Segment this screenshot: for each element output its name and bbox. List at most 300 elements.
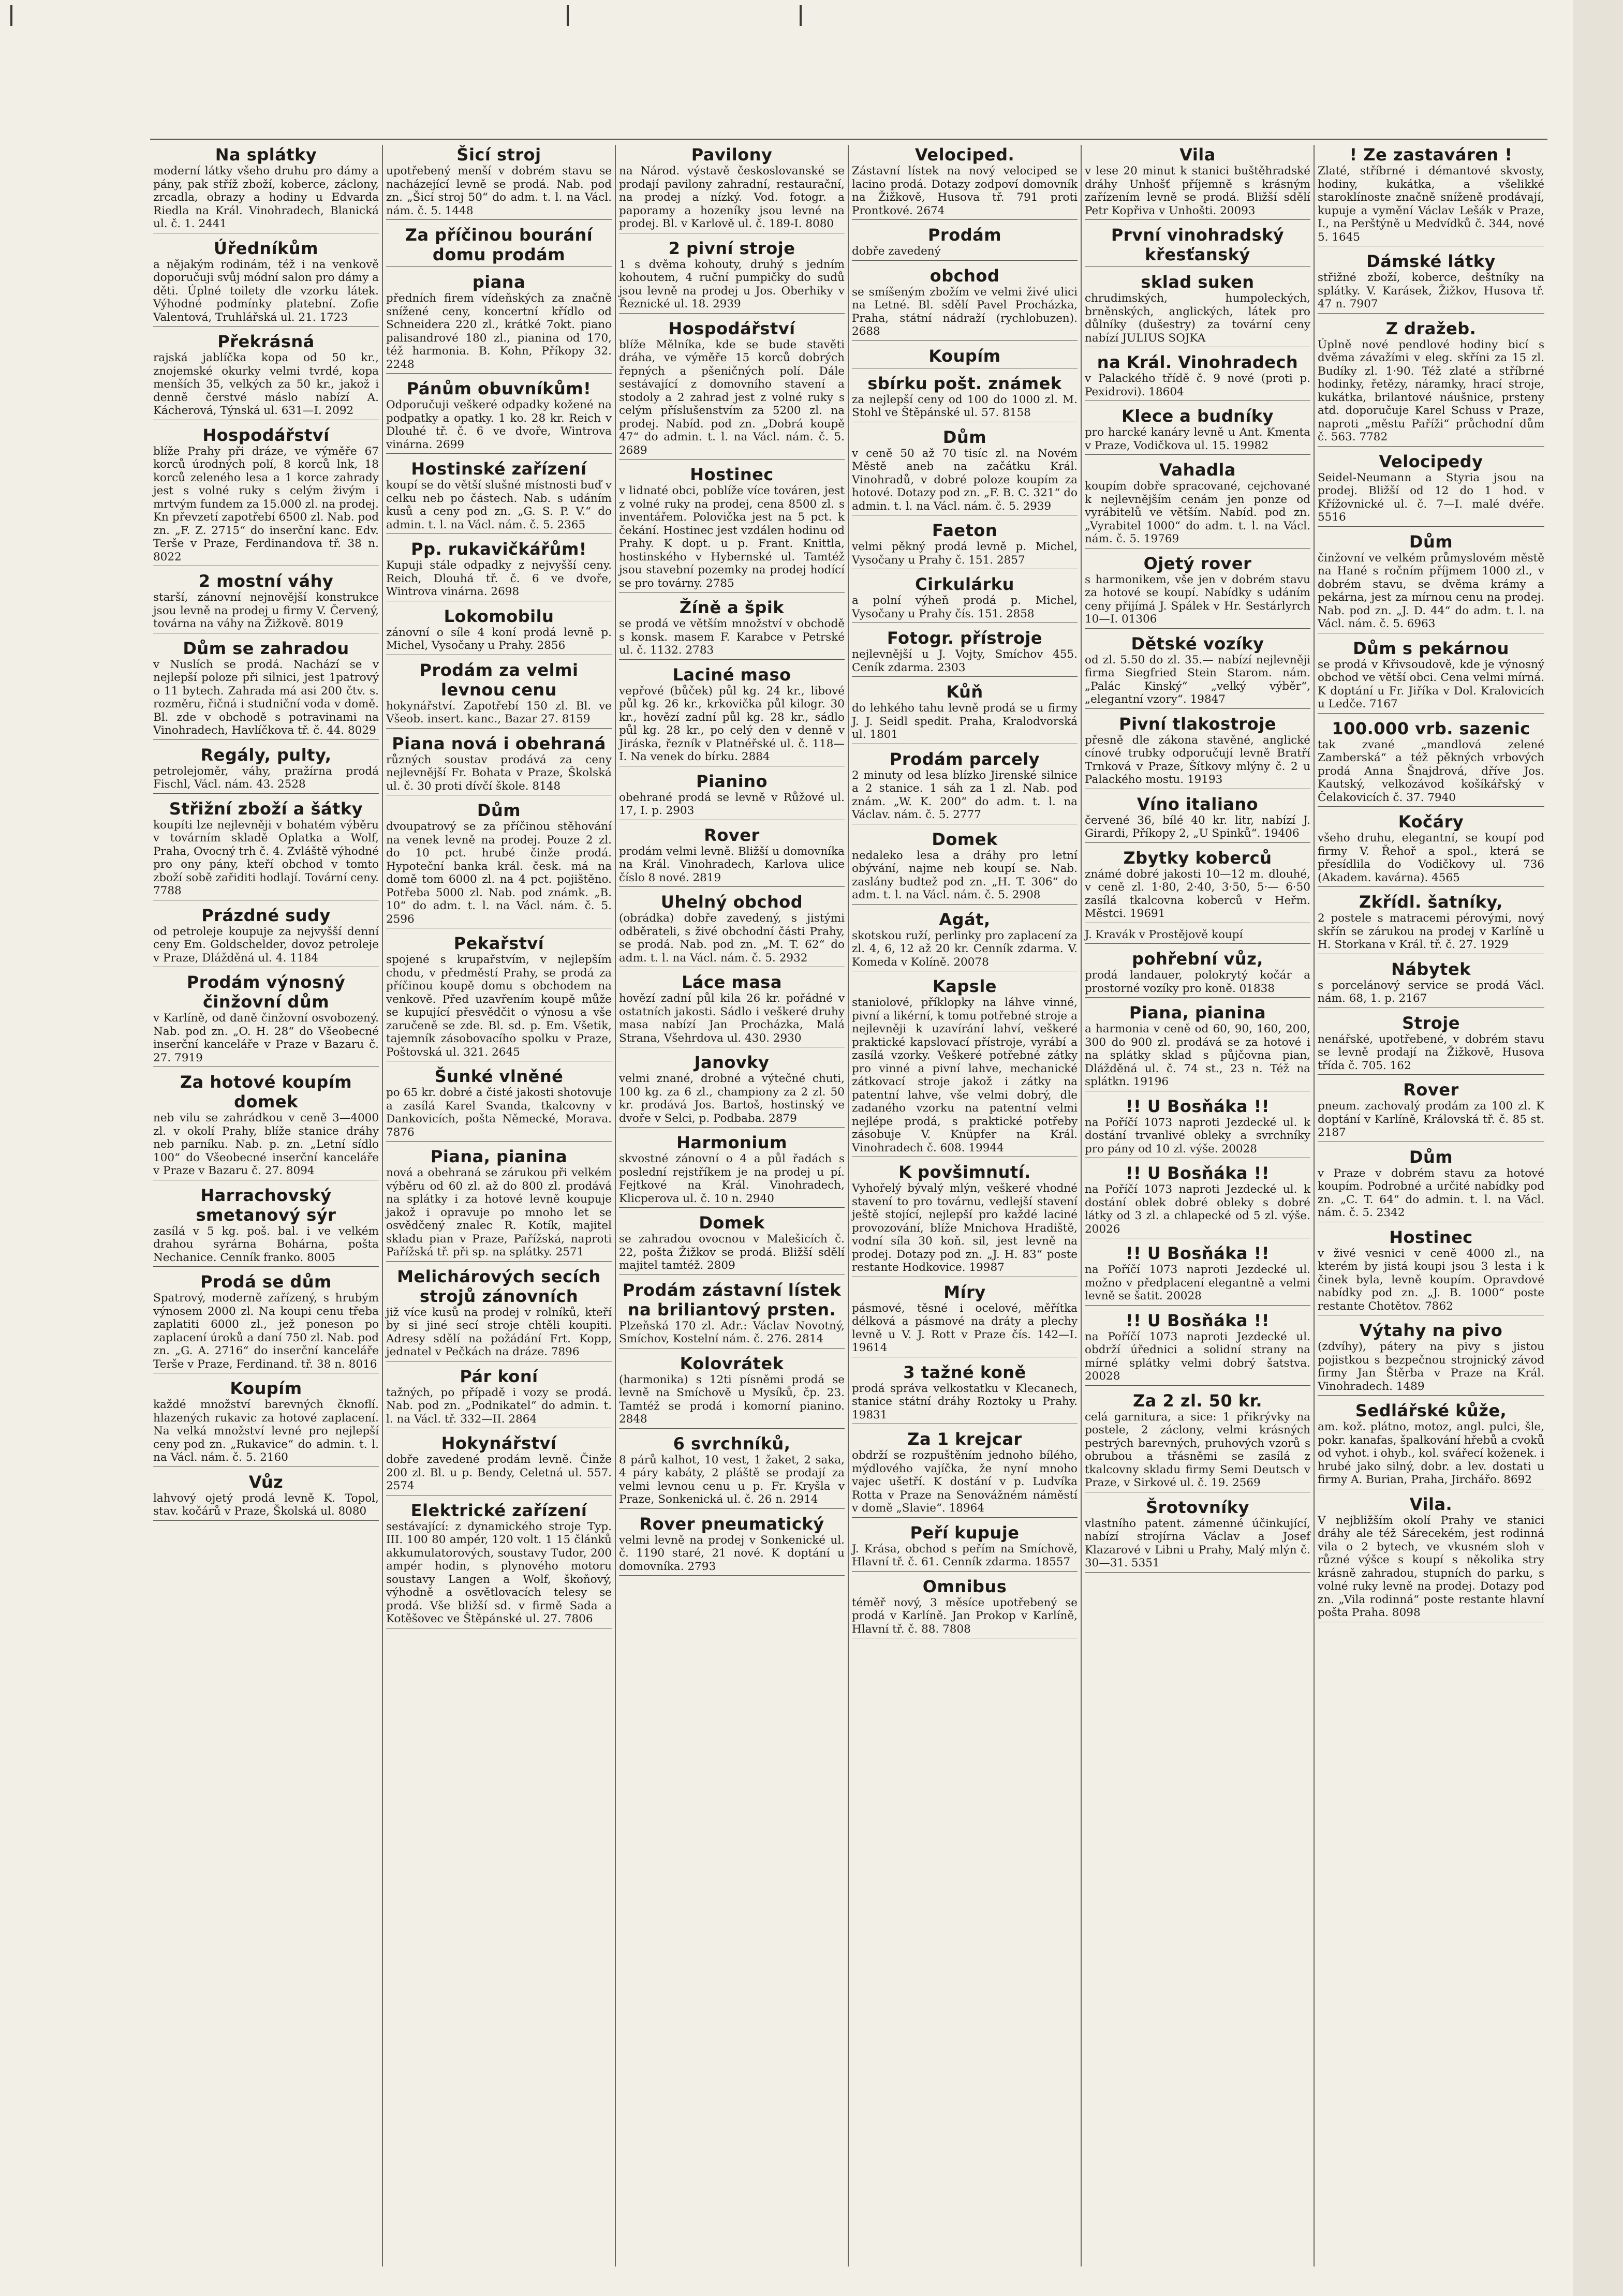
ad-headline: K povšimnutí. xyxy=(898,1162,1031,1182)
classified-ad xyxy=(1085,145,1310,220)
ad-text: nejlevnější u J. Vojty, Smíchov 455. Ceník zdarma. 2303 xyxy=(852,648,1078,674)
ad-column xyxy=(849,145,1082,2267)
ad-headline: Prázdné sudy xyxy=(201,905,331,925)
ad-divider xyxy=(619,1127,845,1128)
ad-text: J. Kravák v Prostějově koupí xyxy=(1085,928,1243,941)
ad-headline: Fotogr. přístroje xyxy=(887,628,1043,648)
ad-text: zasílá v 5 kg. poš. bal. i ve velkém drahou syrárna Bohárna, pošta Nechanice. Cenník franko. 8005 xyxy=(153,1224,379,1264)
ad-headline: Pp. rukavičkářům! xyxy=(411,539,587,559)
ad-headline: Harmonium xyxy=(676,1133,787,1152)
ad-headline: Na splátky xyxy=(215,145,317,165)
ad-text: pneum. zachovalý prodám za 100 zl. K doptání v Karlíně, Královská tř. č. 85 st. 2187 xyxy=(1318,1100,1544,1139)
ad-divider xyxy=(1085,1305,1310,1306)
classified-ad xyxy=(852,749,1078,824)
ad-text: skotskou ruží, perlinky pro zaplacení za zl. 4, 6, 12 až 20 kr. Cenník zdarma. V. Komeda v Kolíně. 20078 xyxy=(852,929,1078,969)
classified-ad xyxy=(153,972,379,1067)
ad-headline: Laciné maso xyxy=(672,664,791,685)
ad-text: staniolové, příklopky na láhve vinné, pivní a likérní, k tomu potřebné stroje a nejlevněji k uzavírání lahví, veškeré praktické kapslovací přístroje, vyrábí a zasílá vzorky. Veškeré potřebné zátky pro vinné a pivní lahve, mechanické zátkovací stroje jakož i zátky na patentní lahve, vše velmi dobrý, dle zadaného vzorku na patentní velmi nejlépe prodá, s praktické potřeby zásobuje V. Knüpfer na Král. Vinohradech č. 608. 19944 xyxy=(852,996,1078,1154)
ad-text: Úplně nové pendlové hodiny bicí s dvěma závažími v eleg. skříni za 15 zl. Budíky zl. 1·90. Též zlaté a stříbrné hodinky, řetězy, náramky, hrací stroje, kukátka, brilantové náušnice, prsteny atd. doporučuje Karel Schuss v Praze, naproti „městu Paříži“ průchodní dům č. 563. 7782 xyxy=(1318,338,1544,443)
classified-ad xyxy=(386,660,612,729)
ad-headline: Dámské látky xyxy=(1366,251,1496,271)
classified-ad xyxy=(1085,460,1310,549)
ad-headline: Janovky xyxy=(694,1053,770,1072)
ad-text: petrolejoměr, váhy, pražírna prodá Fischl, Václ. nám. 43. 2528 xyxy=(153,764,379,791)
ad-text: dobře zavedené prodám levně. Činže 200 zl. Bl. u p. Bendy, Celetná ul. 557. 2574 xyxy=(386,1453,612,1492)
ad-headline: Kapsle xyxy=(932,976,997,996)
classified-ad xyxy=(619,239,845,314)
classified-ad xyxy=(852,1362,1078,1425)
classified-ad xyxy=(852,346,1078,368)
ad-headline: Vůz xyxy=(248,1472,284,1492)
classified-ad xyxy=(852,1429,1078,1518)
ad-headline: Prodám parcely xyxy=(890,749,1040,769)
classified-ad xyxy=(153,332,379,420)
ad-text: 2 postele s matracemi pérovými, nový skřín se zárukou na prodej v Karlíně u H. Storkana v Král. tř. č. 27. 1929 xyxy=(1318,912,1544,951)
ad-text: Zlaté, stříbrné i démantové skvosty, hodiny, kukátka, a všelikké staroklínoste značně sníženě prodávají, kupuje a vymění Václav Lešák v Praze, I., na Perštýně u Medvídků č. 344, nové 5. 1645 xyxy=(1318,165,1544,244)
ad-headline: Dům xyxy=(477,801,521,820)
ad-headline: Za 2 zl. 50 kr. xyxy=(1132,1390,1263,1411)
classified-ad xyxy=(619,772,845,820)
ad-column xyxy=(616,145,849,2267)
classified-ad xyxy=(1318,1321,1544,1396)
ad-headline: 6 svrchníků, xyxy=(673,1433,791,1454)
ad-divider xyxy=(619,459,845,460)
classified-ad xyxy=(619,1354,845,1429)
ad-headline: piana xyxy=(472,272,526,292)
ad-text: Vyhořelý bývalý mlýn, veškeré vhodné stavení to pro továrnu, vedlejší stavení ještě stojící, nejlepší pro každé laciné provozování, blíže Mnichova Hradiště, vodní síla 30 koň. sil, jest levně na prodej. Dotazy pod zn. „J. H. 83“ poste restante Hodkovice. 19987 xyxy=(852,1182,1078,1274)
classified-ad xyxy=(153,571,379,633)
ad-divider xyxy=(1085,842,1310,843)
ad-headline: Pavilony xyxy=(691,145,773,165)
classified-ad xyxy=(386,1267,612,1361)
classified-ad xyxy=(852,145,1078,220)
classified-ad xyxy=(1085,1097,1310,1159)
classified-ad xyxy=(1085,634,1310,709)
ad-headline: Velociped. xyxy=(914,145,1015,165)
ad-divider xyxy=(1318,1395,1544,1396)
ad-divider xyxy=(1085,1385,1310,1386)
ad-divider xyxy=(852,676,1078,677)
ad-headline: 2 mostní váhy xyxy=(198,571,334,591)
classified-ad xyxy=(386,539,612,601)
ad-headline: Šunké vlněné xyxy=(434,1066,564,1086)
ad-headline: Omnibus xyxy=(922,1576,1007,1596)
classified-ad xyxy=(386,225,612,267)
ad-column xyxy=(383,145,616,2267)
classified-ad xyxy=(1085,406,1310,455)
ad-headline: Za hotové koupím domek xyxy=(180,1072,352,1112)
ad-text: od zl. 5.50 do zl. 35.— nabízí nejlevněji firma Siegfried Stein Starom. nám. „Palác Kinský“ „velký výběr“, „elegantní vzory“. 19847 xyxy=(1085,653,1310,706)
classified-ad xyxy=(386,1367,612,1429)
ad-divider xyxy=(619,886,845,887)
ad-text: Odporučuji veškeré odpadky kožené na podpatky a opatky. 1 ko. 28 kr. Reich v Dlouhé tř. č. 6 ve dvoře, Wintrova vinárna. 2699 xyxy=(386,398,612,451)
ad-text: se smíšeným zbožím ve velmi živé ulici na Letné. Bl. sdělí Pavel Procházka, Praha, státní nádraží (rychlobuzen). 2688 xyxy=(852,285,1078,338)
ad-headline: Hospodářství xyxy=(668,318,795,338)
ad-text: blíže Mělníka, kde se bude stavěti dráha, ve výměře 15 korců dobrých řepných a pšeničných polí. Dále sestávající z domovního stavení a stodoly a 2 zahrad jest z volné ruky s celým příslušenstvím za 5200 zl. na prodej. Nabíd. pod zn. „Dobrá koupě 47“ do admin. t. l. na Václ. nám. č. 5. 2689 xyxy=(619,338,845,457)
classified-ad xyxy=(153,1379,379,1467)
ad-text: vlastního patent. zámenné účinkující, nabízí strojírna Václav a Josef Klazarové v Libni u Prahy, Malý mlýn č. 30—31. 5351 xyxy=(1085,1517,1310,1569)
ad-text: velmi pěkný prodá levně p. Michel, Vysočany u Prahy č. 151. 2857 xyxy=(852,540,1078,567)
ad-headline: Domek xyxy=(932,829,998,849)
classified-ad xyxy=(1318,1401,1544,1489)
ad-headline: sklad suken xyxy=(1141,272,1255,292)
ad-headline: na Král. Vinohradech xyxy=(1097,352,1299,372)
classified-ad xyxy=(1085,272,1310,347)
classified-ad xyxy=(1318,1494,1544,1622)
ad-headline: První vinohradský křesťanský xyxy=(1111,225,1285,264)
ad-text: od petroleje koupuje za nejvyšší denní ceny Em. Goldschelder, dovoz petroleje v Praze, Dlážděná ul. 4. 1184 xyxy=(153,925,379,965)
ad-text: 2 minuty od lesa blízko Jirenské silnice a 2 stanice. 1 sáh za 1 zl. Nab. pod znám. „W. K. 200“ do adm. t. l. na Václav. nám. č. 5. 2777 xyxy=(852,768,1078,821)
ad-text: prodám velmi levně. Bližší u domovníka na Král. Vinohradech, Karlova ulice číslo 8 nové. 2819 xyxy=(619,845,845,884)
classified-ad xyxy=(1085,225,1310,267)
ad-divider xyxy=(1318,886,1544,887)
ad-divider xyxy=(153,326,379,327)
classified-ad xyxy=(153,1272,379,1373)
ad-divider xyxy=(1085,454,1310,455)
top-rule xyxy=(150,139,1547,140)
classified-ad xyxy=(153,1472,379,1521)
ad-headline: Vila xyxy=(1179,145,1216,165)
classified-ad xyxy=(1085,1003,1310,1091)
ad-text: pásmové, těsné i ocelové, měřítka délková a pásmové na dráty a plechy levně u V. J. Rott v Praze čís. 142—I. 19614 xyxy=(852,1301,1078,1354)
classified-ad xyxy=(619,319,845,460)
ad-text: červené 36, bílé 40 kr. litr, nabízí J. Girardi, Příkopy 2, „U Spinků“. 19406 xyxy=(1085,813,1310,840)
ad-text: a polní výheň prodá p. Michel, Vysočany u Prahy čís. 151. 2858 xyxy=(852,594,1078,620)
ad-text: lahvový ojetý prodá levně K. Topol, stav. kočárů v Praze, Školská ul. 8080 xyxy=(153,1491,379,1518)
classified-ad xyxy=(1318,959,1544,1008)
ad-text: J. Krása, obchod s peřím na Smíchově, Hlavní tř. č. 61. Cenník zdarma. 18557 xyxy=(852,1542,1078,1568)
ad-headline: Piana nová i obehraná xyxy=(392,733,606,753)
ad-divider xyxy=(153,1520,379,1521)
ad-divider xyxy=(619,1428,845,1429)
classified-ad xyxy=(386,379,612,454)
ad-text: chrudimských, humpoleckých, brněnských, anglických, látek pro důlníky (dušestry) za tovární ceny nabízí JULIUS SOJKA xyxy=(1085,292,1310,345)
ad-headline: Sedlářské kůže, xyxy=(1355,1401,1507,1420)
ad-headline: !! U Bosňáka !! xyxy=(1126,1310,1270,1330)
ad-divider xyxy=(1085,628,1310,629)
ad-column xyxy=(1082,145,1315,2267)
classified-ad xyxy=(1085,554,1310,629)
ad-divider xyxy=(386,219,612,220)
classified-ad xyxy=(619,1053,845,1128)
classified-ad xyxy=(852,910,1078,972)
ad-text: a nějakým rodinám, též i na venkově doporučuji svůj módní salon pro dámy a děti. Úplné toilety dle vzorku látek. Výhodné podmínky platební. Zofie Valentová, Truhlářská ul. 21. 1723 xyxy=(153,258,379,324)
classified-ad xyxy=(153,145,379,233)
ad-divider xyxy=(619,1348,845,1349)
classified-ad xyxy=(386,1501,612,1628)
ad-headline: Koupím xyxy=(928,346,1001,366)
ad-divider xyxy=(153,739,379,740)
classified-ad xyxy=(153,639,379,740)
ad-divider xyxy=(1318,313,1544,314)
ad-text: se zahradou ovocnou v Malešicích č. 22, pošta Žižkov se prodá. Bližší sdělí majitel tamtéž. 2809 xyxy=(619,1233,845,1272)
ad-text: am. kož. plátno, motoz, angl. pulci, šle, pokr. kanafas, špalkování hřebů a cvoků od vyhot. i ohyb., kol. svářecí koženek. i hrubé jako silný, dobr. a lev. dostati u firmy A. Burian, Praha, Jirchářo. 8692 xyxy=(1318,1420,1544,1486)
classified-ad xyxy=(852,976,1078,1157)
classified-ad xyxy=(852,1282,1078,1357)
ad-text: sestávající: z dynamického stroje Typ. III. 100 80 ampér, 120 volt. 1 15 článků akkumulatorových, soustavy Tudor, 200 ampér hodin, s plynového motoru soustavy Langen a Wolf, škoňový, výhodně a osvětlovacích telesy se prodá. Vše bližší sd. v firmě Sada a Kotěšovec ve Štěpánské ul. 27. 7806 xyxy=(386,1520,612,1625)
classified-ad xyxy=(852,225,1078,261)
ad-divider xyxy=(852,260,1078,261)
ad-headline: ! Ze zastaváren ! xyxy=(1349,145,1513,165)
ad-column xyxy=(1315,145,1547,2267)
ad-divider xyxy=(386,728,612,729)
classified-ad xyxy=(1085,1243,1310,1306)
ad-text: tažných, po případě i vozy se prodá. Nab. pod zn. „Podnikatel“ do admin. t. l. na Václ. tř. 332—II. 2864 xyxy=(386,1386,612,1426)
ad-divider xyxy=(1085,266,1310,267)
ad-divider xyxy=(386,1261,612,1262)
classified-ad xyxy=(1318,1147,1544,1222)
ad-text: po 65 kr. dobré a čisté jakosti shotovuje a zasílá Karel Svanda, tkalcovny v Dankovicích, pošta Německé, Morava. 7876 xyxy=(386,1086,612,1139)
classified-ad xyxy=(1318,532,1544,633)
ad-text: velmi znané, drobné a výtečné chuti, 100 kg. za 6 zl., championy za 2 zl. 50 kr. prodává Jos. Bartoš, hostinský ve dvoře v Selci, p. Podbaba. 2879 xyxy=(619,1072,845,1125)
ad-headline: Dům se zahradou xyxy=(183,638,349,658)
ad-text: střižné zboží, koberce, deštníky na splátky. V. Karásek, Žižkov, Husova tř. 47 n. 7907 xyxy=(1318,271,1544,310)
ad-headline: Dům xyxy=(1409,1147,1453,1167)
classified-ad xyxy=(852,1162,1078,1277)
ad-text: 8 párů kalhot, 10 vest, 1 žaket, 2 saka, 4 páry kabáty, 2 pláště se prodají za velmi levnou cenu u p. Fr. Kryšla v Praze, Sonkenická ul. č. 26 n. 2914 xyxy=(619,1453,845,1506)
ad-text: (zdvíhy), pátery na pivy s jistou pojistkou s bezpečnou strojnický závod firmy Jan Štěrba v Praze na Král. Vinohradech. 1489 xyxy=(1318,1340,1544,1393)
ad-text: na Poříčí 1073 naproti Jezdecké ul. obdrží úřednici a solidní strany na mírné splátky velmi dobrý šatstva. 20028 xyxy=(1085,1330,1310,1383)
ad-divider xyxy=(386,453,612,454)
page-edge xyxy=(1573,0,1623,2296)
classified-ad xyxy=(1318,145,1544,246)
classified-ad xyxy=(852,628,1078,677)
classified-ad xyxy=(153,906,379,968)
ad-text: neb vilu se zahrádkou v ceně 3—4000 zl. v okolí Prahy, blíže stanice dráhy neb parníku. Nab. p. zn. „Letní sídlo 100“ do Všeobecné inserční kanceláře v Praze v Bazaru č. 27. 8094 xyxy=(153,1112,379,1177)
ad-headline: Úředníkům xyxy=(213,238,319,258)
classified-ad xyxy=(386,1147,612,1262)
ad-text: různých soustav prodává za ceny nejlevnější Fr. Bohata v Praze, Školská ul. č. 30 proti dívčí škole. 8148 xyxy=(386,753,612,793)
ad-headline: Míry xyxy=(943,1282,986,1302)
ad-text: se prodá ve větším množství v obchodě s konsk. masem F. Karabce v Petrské ul. č. 1132. 2783 xyxy=(619,617,845,657)
ad-headline: Regály, pulty, xyxy=(200,745,332,765)
ad-divider xyxy=(1085,997,1310,998)
ad-text: se prodá v Křivsoudově, kde je výnosný obchod ve větší obci. Cena velmi mírná. K doptání u Fr. Jiříka v Dol. Kralovicích u Ledče. 7167 xyxy=(1318,658,1544,710)
scan-mark xyxy=(10,5,12,26)
ad-text: Plzeňská 170 zl. Adr.: Václav Novotný, Smíchov, Kostelní nám. č. 276. 2814 xyxy=(619,1319,845,1345)
ad-headline: Kočáry xyxy=(1398,812,1464,832)
ad-text: na Národ. výstavě českoslovanské se prodají pavilony zahradní, restaurační, na prodej a nízký. Vod. fotogr. a paporamy a hozeníky jsou levné na prodej. Bl. v Karlově ul. č. 189-I. 8080 xyxy=(619,165,845,230)
classified-ad xyxy=(852,682,1078,744)
classified-ad xyxy=(619,1133,845,1208)
ad-headline: Harrachovský smetanový sýr xyxy=(196,1185,336,1225)
ad-text: každé množství barevných čknoflí. hlazených rukavic za hotové zaplacení. Na velká množství levné pro nejlepší ceny pod zn. „Rukavice“ do admin. t. l. na Václ. nám. č. 5. 2160 xyxy=(153,1398,379,1464)
ad-headline: pohřební vůz, xyxy=(1132,949,1263,969)
ad-text: Kupuji stále odpadky z nejvyšší ceny. Reich, Dlouhá tř. č. 6 ve dvoře, Wintrova vinárna. 2698 xyxy=(386,559,612,598)
ad-headline: Žíně a špik xyxy=(679,598,785,617)
ad-headline: Vahadla xyxy=(1159,460,1236,480)
ad-text: činžovní ve velkém průmyslovém městě na Hané s ročním příjmem 1000 zl., v dobrém stavu, se dvěma krámy a pekárna, jest za mírnou cenu na prodej. Nab. pod zn. „J. D. 44“ do adm. t. l. na Václ. nám. č. 5. 6963 xyxy=(1318,551,1544,630)
classified-ad xyxy=(1318,452,1544,527)
ad-headline: Hokynářství xyxy=(441,1433,557,1453)
ad-text: blíže Prahy při dráze, ve výměře 67 korců úrodných polí, 8 korců lnk, 18 korců zeleného lesa a 1 korce zahrady jest s volné ruky s celým živým i mrtvým fundem za 15.000 zl. na prodej. Kn převzetí zapotřebí 6500 zl. Nab. pod zn. „F. Z. 2715“ do inserční kanc. Edv. Terše v Praze, Ferdinandova tř. 38 n. 8022 xyxy=(153,445,379,564)
classified-ad xyxy=(1085,352,1310,401)
classified-ad xyxy=(386,934,612,1061)
ad-divider xyxy=(1318,1074,1544,1075)
ad-divider xyxy=(619,313,845,314)
ad-divider xyxy=(1318,713,1544,714)
ad-text: obehrané prodá se levně v Růžové ul. 17, I. p. 2903 xyxy=(619,791,845,817)
classified-ad xyxy=(1085,848,1310,923)
classified-ad xyxy=(1085,1498,1310,1573)
ad-text: upotřebený menší v dobrém stavu se nacházející levně se prodá. Nab. pod zn. „Šicí stroj 50“ do adm. t. l. na Václ. nám. č. 5. 1448 xyxy=(386,165,612,217)
ad-headline: Střižní zboží a šátky xyxy=(169,798,363,819)
ad-text: v lidnaté obci, poblíže více továren, jest z volné ruky na prodej, cena 8500 zl. s inventářem. Polovička jest na 5 pct. k čekání. Hostinec jest vzdálen hodinu od Prahy. K dopt. u p. Frant. Knittla, hostinského v Hybernské ul. Tamtéž jsou stavební pozemky na prodej hodící se pro továrny. 2785 xyxy=(619,484,845,590)
classified-ad xyxy=(1318,1013,1544,1075)
ad-text: starší, zánovní nejnovější konstrukce jsou levně na prodej u firmy V. Červený, továrna na váhy na Žižkově. 8019 xyxy=(153,591,379,630)
ad-text: pro harcké kanáry levně u Ant. Kmenta v Praze, Vodičkova ul. 15. 19982 xyxy=(1085,426,1310,452)
classified-ad xyxy=(852,829,1078,905)
classified-ad xyxy=(1085,949,1310,998)
classified-ad xyxy=(1085,1311,1310,1386)
ad-headline: Zkřídl. šatníky, xyxy=(1359,892,1503,912)
ad-headline: !! U Bosňáka !! xyxy=(1126,1163,1270,1183)
ad-headline: Prodám xyxy=(927,225,1002,245)
classified-ad xyxy=(852,1577,1078,1639)
ad-divider xyxy=(1318,446,1544,447)
ad-divider xyxy=(1085,219,1310,220)
ad-headline: Vila. xyxy=(1409,1494,1453,1514)
ad-headline: Melichárových secích strojů zánovních xyxy=(397,1266,601,1306)
classified-ad xyxy=(852,374,1078,422)
ad-text: a harmonia v ceně od 60, 90, 160, 200, 300 do 900 zl. prodává se za hotové i na splátky sklad s půjčovna pian, Dlážděná ul. č. 74 st., 23 n. Též na splátkn. 19196 xyxy=(1085,1023,1310,1088)
ad-divider xyxy=(386,1141,612,1142)
ad-divider xyxy=(1085,943,1310,944)
ad-headline: !! U Bosňáka !! xyxy=(1126,1243,1270,1263)
ad-headline: Piana, pianina xyxy=(1129,1003,1266,1023)
classified-ad xyxy=(386,272,612,374)
ad-text: nová a obehraná se zárukou při velkém výběru od 60 zl. až do 800 zl. prodává na splátky i za hotové levně koupuje jakož i opravuje po mnoho let se osvědčený znalec R. Kotík, majitel skladu pian v Praze, Pařížská, naproti Pařížská tř. při sp. na splátky. 2571 xyxy=(386,1166,612,1258)
classified-ad xyxy=(1318,892,1544,954)
ad-headline: Pivní tlakostroje xyxy=(1119,714,1276,734)
ad-text: dvoupatrový se za příčinou stěhování na venek levně na prodej. Pouze 2 zl. do 10 pct. hrubé činže prodá. Hypoteční banka král. česk. má na domě tom 6000 zl. na 4 pct. pojištěno. Potřeba 5000 zl. Nab. pod známk. „B. 10“ do adm. t. l. na Václ. nám. č. 5. 2596 xyxy=(386,820,612,926)
ad-text: v lese 20 minut k stanici buštěhradské dráhy Unhošť příjemně s krásným zařízením levně se prodá. Bližší sdělí Petr Kopřiva v Unhošti. 20093 xyxy=(1085,165,1310,217)
ad-divider xyxy=(1085,708,1310,709)
ad-text: Seidel-Neumann a Styria jsou na prodej. Bližší od 12 do 1 hod. v Křížovnické ul. č. 7—I. malé dvéře. 5516 xyxy=(1318,471,1544,524)
classified-ad xyxy=(153,425,379,567)
ad-text: (obrádka) dobře zavedený, s jistými odběrateli, s živé obchodní části Prahy, se prodá. Nab. pod zn. „M. T. 62“ do adm. t. l. na Václ. nám. č. 5. 2932 xyxy=(619,912,845,965)
ad-headline: Koupím xyxy=(230,1379,302,1398)
ad-text: hovězí zadní půl kila 26 kr. pořádné v ostatních jakosti. Sádlo i veškeré druhy masa nabízí Jan Procházka, Malá Strana, Všehrdova ul. 430. 2930 xyxy=(619,992,845,1045)
ad-headline: Prodám za velmi levnou cenu xyxy=(419,660,579,700)
ad-headline: Šrotovníky xyxy=(1146,1497,1249,1517)
classified-ad xyxy=(619,1213,845,1275)
ad-divider xyxy=(1085,548,1310,549)
ad-headline: Kůň xyxy=(946,682,983,702)
ad-text: nenářské, upotřebené, v dobrém stavu se levně prodají na Žižkově, Husova třída č. 705. 162 xyxy=(1318,1032,1544,1072)
ad-headline: obchod xyxy=(929,265,1000,286)
classified-ad xyxy=(619,598,845,660)
ad-text: prodá landauer, polokrytý kočár a prostorné vozíky pro koně. 01838 xyxy=(1085,969,1310,995)
ad-headline: Výtahy na pivo xyxy=(1359,1321,1503,1340)
ad-headline: Kolovrátek xyxy=(680,1353,784,1373)
ad-headline: Zbytky koberců xyxy=(1123,848,1272,868)
ad-headline: Peří kupuje xyxy=(910,1522,1020,1543)
classified-ad xyxy=(619,1514,845,1576)
classified-ad xyxy=(1085,1391,1310,1492)
classified-ad xyxy=(386,734,612,796)
classified-ad xyxy=(1318,1080,1544,1142)
classified-ad xyxy=(619,825,845,887)
classified-ad xyxy=(1318,719,1544,807)
scan-mark xyxy=(567,5,569,26)
ad-divider xyxy=(153,1266,379,1267)
ad-divider xyxy=(1318,526,1544,527)
ad-headline: sbírku pošt. známek xyxy=(867,373,1062,393)
ad-divider xyxy=(386,266,612,267)
ad-text: v Palackého třídě č. 9 nové (proti p. Pexidrovi). 18604 xyxy=(1085,372,1310,398)
classified-ad xyxy=(1085,928,1310,944)
ad-headline: Dům xyxy=(1409,531,1453,552)
ad-text: předních firem vídeňských za značně snížené ceny, koncertní křídlo od Schneidera 220 zl., krátké 7okt. piano palisandrové 180 zl., pianina od 170, též harmonia. B. Kohn, Příkopy 32. 2248 xyxy=(386,292,612,371)
ad-text: do lehkého tahu levně prodá se u firmy J. J. Seidl spedit. Praha, Kralodvorská ul. 1801 xyxy=(852,702,1078,741)
ad-headline: Ojetý rover xyxy=(1143,553,1252,573)
ad-text: 1 s dvěma kohouty, druhý s jedním kohoutem, 4 ruční pumpičky do sudů jsou levně na prodej u Jos. Oberhiky v Řeznické ul. 18. 2939 xyxy=(619,258,845,310)
ad-headline: Lokomobilu xyxy=(444,606,554,626)
classified-ad xyxy=(386,145,612,220)
ad-divider xyxy=(619,1508,845,1509)
classified-ad xyxy=(386,606,612,655)
ad-headline: Z dražeb. xyxy=(1385,318,1477,338)
ad-headline: Víno italiano xyxy=(1137,794,1259,814)
ad-text: V nejbližším okolí Prahy ve stanici dráhy ale též Sárecekém, jest rodinná vila o 2 bytech, ve vkusném sloh v různé výšce s koupí s několika stry krásně zahradou, stupních do parku, s volné ruky levně na prodej. Dotazy pod zn. „Vila rodinná“ poste restante hlavní pošta Praha. 8098 xyxy=(1318,1514,1544,1619)
ad-headline: 2 pivní stroje xyxy=(668,238,795,258)
ad-text: s harmonikem, vše jen v dobrém stavu za hotové se koupí. Nabídky s udáním ceny přijímá J. Spálek v Hr. Sestárlyrch 10—I. 01306 xyxy=(1085,573,1310,626)
classified-ad xyxy=(852,1523,1078,1572)
ad-text: dobře zavedený xyxy=(852,245,941,258)
classified-ad xyxy=(852,521,1078,569)
classified-ad xyxy=(386,1066,612,1142)
classified-ad xyxy=(619,892,845,967)
ad-headline: Uhelný obchod xyxy=(660,892,803,912)
ad-text: skvostné zánovní o 4 a půl řadách s poslední rejstříkem je na prodej u pí. Fejtkové na Král. Vinohradech, Klicperova ul. č. 10 n. 2940 xyxy=(619,1152,845,1205)
ad-text: velmi levně na prodej v Sonkenické ul. č. 1190 staré, 21 nové. K doptání u domovníka. 2793 xyxy=(619,1533,845,1573)
classified-ad xyxy=(1085,1163,1310,1238)
ad-divider xyxy=(153,793,379,794)
ad-text: Spatrový, moderně zařízený, s hrubým výnosem 2000 zl. Na koupi cenu třeba zaplatiti 6000 zl., jež poneson po zaplacení úroků a daní 750 zl. Nab. pod zn. „G. A. 2716“ do inserční kanceláře Terše v Praze, Ferdinand. tř. 38 n. 8016 xyxy=(153,1292,379,1371)
ad-headline: Šicí stroj xyxy=(456,145,541,165)
ad-headline: Pekařství xyxy=(453,934,544,953)
ad-text: již více kusů na prodej v rolníků, kteří by si jiné secí stroje chtěli koupiti. Adresy sdělí na požádání Frt. Kopp, jednatel v Pečkách na dráze. 7896 xyxy=(386,1306,612,1358)
ad-headline: Pár koní xyxy=(460,1366,538,1386)
ad-text: na Poříčí 1073 naproti Jezdecké ul. možno v předplacení elegantně a velmi levně se šatit. 20028 xyxy=(1085,1263,1310,1302)
ad-text: koupíti lze nejlevněji v bohatém výběru v továrním skladě Oplatka a Wolf, Praha, Ovocný trh č. 4. Zvláště výhodné pro ony pány, kteří obchod v tomto zboží sobě zařiditi hodlají. Tovární ceny. 7788 xyxy=(153,818,379,897)
ad-divider xyxy=(852,904,1078,905)
classified-ad xyxy=(619,145,845,233)
ad-headline: Hospodářství xyxy=(202,425,330,445)
classified-ad xyxy=(1085,714,1310,789)
ad-text: prodá správa velkostatku v Klecanech, stanice státní dráhy Roztoky u Prahy. 19831 xyxy=(852,1382,1078,1421)
ad-text: v Karlíně, od daně činžovní osvobozený. Nab. pod zn. „O. H. 28“ do Všeobecné inserční kanceláře v Praze v Bazaru č. 27. 7919 xyxy=(153,1012,379,1064)
ad-headline: Pánům obuvníkům! xyxy=(406,379,592,398)
ad-headline: 3 tažné koně xyxy=(903,1362,1026,1382)
ad-text: koupí se do větší slušné místnosti buď v celku neb po částech. Nab. s udáním kusů a ceny pod zn. „G. S. P. V.“ do admin. t. l. na Václ. nám. č. 5. 2365 xyxy=(386,479,612,531)
classified-ad xyxy=(153,1186,379,1267)
ad-divider xyxy=(619,1575,845,1576)
classified-ad xyxy=(386,1433,612,1495)
ad-headline: Překrásná xyxy=(217,332,315,351)
ad-text: obdrží se rozpuštěním jednoho bílého, mýdlového vajíčka, že nyní mnoho vajec ušetří. K dostání v p. Ludvíka Rotta v Praze na Senovážném náměstí v domě „Slavie“. 18964 xyxy=(852,1449,1078,1515)
ad-headline: Rover pneumatický xyxy=(639,1514,824,1534)
ad-headline: Cirkulárku xyxy=(915,574,1014,594)
classified-ad xyxy=(1318,251,1544,314)
ad-text: v živé vesnici v ceně 4000 zl., na kterém by jistá koupi jsou 3 lesta i k činek byla, levně koupím. Opravdové nabídky pod zn. „J. B. 1000“ poste restante Chotětov. 7862 xyxy=(1318,1247,1544,1313)
ad-divider xyxy=(1318,806,1544,807)
classified-ad xyxy=(1318,639,1544,714)
ad-text: moderní látky všeho druhu pro dámy a pány, pak stříž zboží, koberce, záclony, zrcadla, obrazy a hodiny u Edvarda Riedla na Král. Vinohradech, Blanická ul. č. 1. 2441 xyxy=(153,165,379,230)
ad-headline: Agát, xyxy=(939,909,991,929)
classified-columns xyxy=(150,145,1547,2267)
